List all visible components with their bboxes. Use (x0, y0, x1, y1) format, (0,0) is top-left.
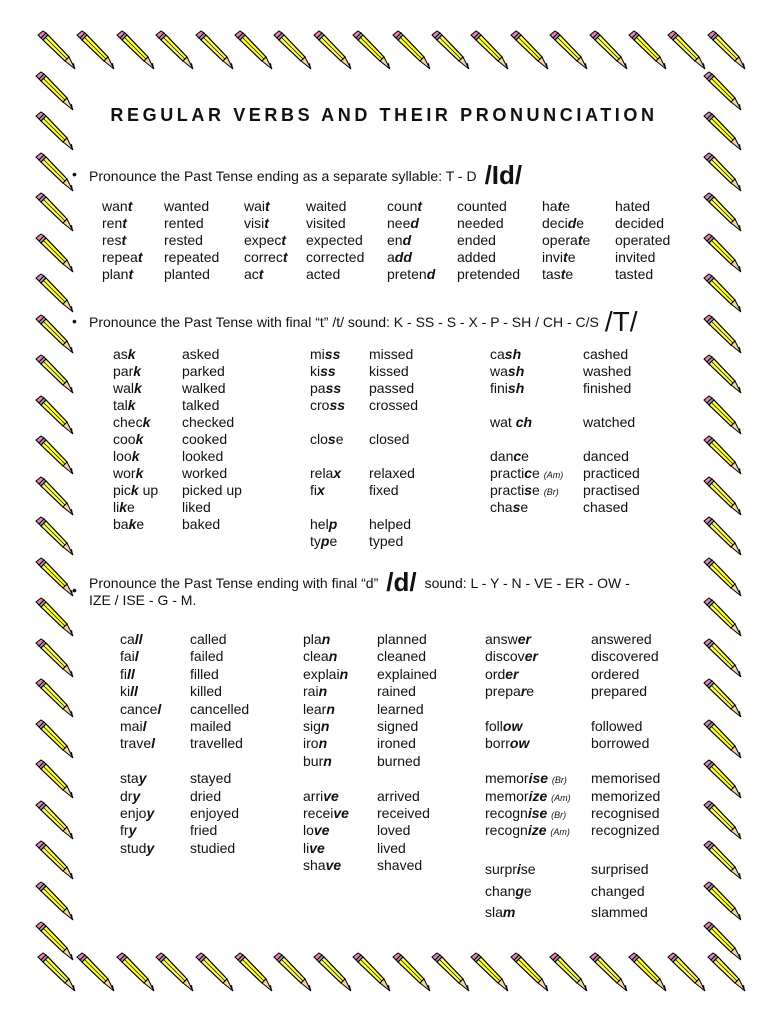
pencil-icon (270, 952, 314, 996)
pencil-icon (113, 952, 157, 996)
past-tense: answered (591, 631, 652, 647)
section-t-heading (89, 306, 638, 338)
pencil-icon (700, 435, 744, 479)
pencil-icon (32, 152, 76, 196)
past-tense: decided (615, 215, 665, 231)
base-verb: type (310, 533, 338, 549)
section-d-text-after: sound: L - Y - N - VE - ER - OW - (424, 575, 630, 591)
base-verb: surprise (485, 861, 536, 878)
past-tense: planned (377, 631, 427, 647)
past-tense: talked (182, 397, 220, 413)
past-tense: closed (369, 431, 410, 447)
past-tense: counted (457, 198, 507, 214)
pencil-icon (467, 952, 511, 996)
pencil-icon (700, 719, 744, 763)
past-tense: planted (164, 266, 210, 282)
pencil-icon (73, 30, 117, 74)
past-tense: helped (369, 516, 412, 532)
base-verb: invite (542, 249, 576, 265)
base-verb: miss (310, 346, 341, 362)
base-verb: prepare (485, 683, 535, 700)
pencil-icon (192, 952, 236, 996)
base-verb: visit (244, 215, 269, 231)
pencil-icon (32, 395, 76, 439)
pencil-icon (152, 952, 196, 996)
base-verb: chase (490, 499, 529, 515)
past-tense: needed (457, 215, 504, 231)
past-tense: practiced (583, 465, 640, 481)
pencil-icon (700, 476, 744, 520)
base-verb: taste (542, 266, 574, 282)
base-verb: discover (485, 648, 538, 665)
pencil-icon (700, 395, 744, 439)
pencil-icon (664, 30, 708, 74)
past-tense: changed (591, 882, 645, 899)
base-verb: travel (120, 735, 156, 752)
past-tense: wanted (164, 198, 210, 214)
pencil-icon (32, 354, 76, 398)
bullet-icon: • (72, 582, 77, 598)
pencil-icon (428, 30, 472, 74)
pencil-icon (700, 152, 744, 196)
base-verb: sign (303, 718, 330, 734)
base-verb: close (310, 431, 344, 447)
pencil-icon (152, 30, 196, 74)
base-verb: receive (303, 805, 349, 821)
base-verb: park (113, 363, 142, 379)
past-tense: watched (583, 414, 636, 430)
pencil-icon (700, 840, 744, 884)
past-tense: recognized (591, 822, 660, 839)
base-verb: want (102, 198, 133, 214)
pencil-icon (704, 30, 748, 74)
base-verb: ask (113, 346, 136, 362)
base-verb: recognise (Br) (485, 805, 567, 821)
base-verb: enjoy (120, 805, 155, 821)
past-tense: fixed (369, 482, 399, 498)
base-verb: mail (120, 718, 147, 734)
base-verb: recognize (Am) (485, 822, 570, 839)
pencil-icon (32, 516, 76, 560)
base-verb: add (387, 249, 412, 265)
base-verb: count (387, 198, 423, 214)
pencil-icon (32, 597, 76, 641)
pencil-icon (32, 314, 76, 358)
pencil-icon (586, 30, 630, 74)
past-tense: rented (164, 215, 204, 231)
pencil-icon (507, 30, 551, 74)
section-id-symbol: /Id/ (484, 160, 523, 190)
past-tense: rested (164, 232, 203, 248)
base-verb: call (120, 631, 143, 647)
past-tense: kissed (369, 363, 409, 379)
pencil-icon (32, 840, 76, 884)
section-t-symbol: /T/ (604, 306, 638, 337)
pencil-icon (700, 638, 744, 682)
past-tense: memorised (591, 770, 661, 787)
base-verb: act (244, 266, 264, 282)
past-tense: ended (457, 232, 496, 248)
past-tense: practised (583, 482, 640, 498)
past-tense: loved (377, 822, 411, 839)
base-verb: live (303, 839, 325, 856)
pencil-icon (32, 921, 76, 965)
past-tense: typed (369, 533, 404, 549)
base-verb: study (120, 839, 155, 856)
pencil-icon (231, 952, 275, 996)
pencil-icon (546, 30, 590, 74)
base-verb: pretend (387, 266, 436, 282)
past-tense: passed (369, 380, 415, 396)
base-verb: cross (310, 397, 346, 413)
base-verb: end (387, 232, 412, 248)
pencil-icon (34, 30, 78, 74)
pencil-icon (700, 273, 744, 317)
base-verb: change (485, 882, 532, 899)
past-tense: studied (190, 839, 236, 856)
past-tense: rained (377, 683, 416, 700)
past-tense: ordered (591, 665, 640, 682)
past-tense: cleaned (377, 648, 427, 665)
past-tense: arrived (377, 787, 420, 804)
past-tense: picked up (182, 482, 242, 498)
base-verb: rain (303, 683, 328, 700)
base-verb: need (387, 215, 419, 231)
base-verb: relax (310, 465, 342, 481)
base-verb: learn (303, 700, 335, 717)
base-verb: work (113, 465, 144, 481)
base-verb: like (113, 499, 135, 515)
past-tense: memorized (591, 787, 661, 804)
base-verb: help (310, 516, 338, 532)
base-verb: expect (244, 232, 287, 248)
past-tense: pretended (457, 266, 521, 282)
past-tense: slammed (591, 904, 648, 920)
past-tense: relaxed (369, 465, 415, 481)
base-verb: rest (102, 232, 127, 248)
pencil-icon (192, 30, 236, 74)
past-tense: followed (591, 718, 643, 734)
past-tense: shaved (377, 857, 423, 874)
base-verb: cancel (120, 700, 162, 717)
base-verb: plan (303, 631, 331, 647)
base-verb: wash (490, 363, 525, 379)
pencil-icon (700, 314, 744, 358)
base-verb: fail (120, 648, 139, 665)
base-verb: cash (490, 346, 522, 362)
pencil-icon (32, 800, 76, 844)
past-tense: visited (306, 215, 346, 231)
pencil-icon (231, 30, 275, 74)
base-verb: talk (113, 397, 136, 413)
past-tense: called (190, 631, 227, 647)
pencil-icon (32, 678, 76, 722)
base-verb: repeat (102, 249, 143, 265)
base-verb: arrive (303, 787, 339, 804)
past-tense: expected (306, 232, 363, 248)
base-verb: fry (120, 822, 137, 839)
pencil-icon (700, 516, 744, 560)
base-verb: walk (113, 380, 142, 396)
pencil-icon (389, 30, 433, 74)
pencil-icon (467, 30, 511, 74)
pencil-icon (32, 476, 76, 520)
past-tense: cashed (583, 346, 629, 362)
base-verb: bake (113, 516, 145, 532)
past-tense: corrected (306, 249, 365, 265)
past-tense: stayed (190, 770, 232, 787)
past-tense: killed (190, 683, 222, 700)
past-tense: mailed (190, 718, 232, 734)
section-d-text-line2: IZE / ISE - G - M. (89, 592, 197, 608)
base-verb: order (485, 665, 519, 682)
base-verb: fix (310, 482, 325, 498)
pencil-icon (32, 881, 76, 925)
pencil-icon (32, 557, 76, 601)
past-tense: invited (615, 249, 656, 265)
base-verb: dance (490, 448, 529, 464)
base-verb: slam (485, 904, 516, 920)
past-tense: surprised (591, 861, 649, 878)
past-tense: tasted (615, 266, 654, 282)
section-id-text: Pronounce the Past Tense ending as a separate syllable: T - D (89, 168, 477, 184)
past-tense: looked (182, 448, 224, 464)
past-tense: crossed (369, 397, 419, 413)
base-verb: rent (102, 215, 127, 231)
base-verb: explain (303, 665, 349, 682)
past-tense: cancelled (190, 700, 250, 717)
pencil-icon (507, 952, 551, 996)
section-id-heading (89, 160, 522, 191)
base-verb: pass (310, 380, 342, 396)
base-verb: hate (542, 198, 571, 214)
base-verb: cook (113, 431, 144, 447)
section-d-text: Pronounce the Past Tense ending with final “d” (89, 575, 379, 591)
pencil-icon (32, 719, 76, 763)
base-verb: fill (120, 665, 135, 682)
past-tense: ironed (377, 735, 416, 752)
pencil-icon (73, 952, 117, 996)
past-tense: cooked (182, 431, 228, 447)
past-tense: acted (306, 266, 341, 282)
base-verb: love (303, 822, 330, 839)
pencil-icon (32, 273, 76, 317)
pencil-icon (32, 435, 76, 479)
base-verb: follow (485, 718, 523, 734)
bullet-icon: • (72, 166, 77, 182)
pencil-icon (546, 952, 590, 996)
base-verb: clean (303, 648, 338, 665)
past-tense: failed (190, 648, 224, 665)
pencil-icon (349, 30, 393, 74)
past-tense: prepared (591, 683, 648, 700)
pencil-icon (625, 952, 669, 996)
past-tense: hated (615, 198, 651, 214)
pencil-icon (700, 881, 744, 925)
pencil-icon (32, 192, 76, 236)
base-verb: correct (244, 249, 288, 265)
past-tense: enjoyed (190, 805, 240, 821)
pencil-icon (700, 800, 744, 844)
past-tense: waited (306, 198, 347, 214)
base-verb: memorise (Br) (485, 770, 567, 787)
bullet-icon: • (72, 313, 77, 329)
past-tense: added (457, 249, 496, 265)
base-verb: shave (303, 857, 342, 874)
pencil-icon (700, 759, 744, 803)
pencil-icon (700, 233, 744, 277)
past-tense: fried (190, 822, 218, 839)
past-tense: dried (190, 787, 222, 804)
section-d-heading (89, 567, 709, 609)
section-t-text: Pronounce the Past Tense with final “t” /t/ sound: K - SS - S - X - P - SH / CH - C/S (89, 314, 599, 330)
past-tense: learned (377, 700, 424, 717)
pencil-icon (349, 952, 393, 996)
past-tense: missed (369, 346, 414, 362)
pencil-icon (428, 952, 472, 996)
pencil-icon (32, 638, 76, 682)
base-verb: memorize (Am) (485, 787, 571, 804)
base-verb: practise (Br) (490, 482, 559, 498)
base-verb: finish (490, 380, 525, 396)
past-tense: signed (377, 718, 419, 734)
past-tense: operated (615, 232, 671, 248)
past-tense: danced (583, 448, 629, 464)
past-tense: travelled (190, 735, 243, 752)
pencil-icon (389, 952, 433, 996)
past-tense: liked (182, 499, 211, 515)
past-tense: received (377, 805, 430, 821)
base-verb: stay (120, 770, 147, 787)
base-verb: operate (542, 232, 591, 248)
pencil-icon (700, 921, 744, 965)
base-verb: check (113, 414, 151, 430)
pencil-icon (270, 30, 314, 74)
base-verb: look (113, 448, 140, 464)
base-verb: pick up (113, 482, 159, 498)
base-verb: kiss (310, 363, 336, 379)
past-tense: parked (182, 363, 225, 379)
base-verb: decide (542, 215, 585, 231)
past-tense: burned (377, 752, 421, 769)
past-tense: filled (190, 665, 219, 682)
past-tense: recognised (591, 805, 660, 821)
section-d-symbol: /d/ (386, 567, 417, 597)
base-verb: plant (102, 266, 134, 282)
past-tense: discovered (591, 648, 659, 665)
pencil-icon (586, 952, 630, 996)
base-verb: kill (120, 683, 138, 700)
base-verb: wat ch (490, 414, 533, 430)
past-tense: checked (182, 414, 235, 430)
base-verb: dry (120, 787, 141, 804)
pencil-icon (113, 30, 157, 74)
pencil-icon (310, 30, 354, 74)
past-tense: lived (377, 839, 406, 856)
pencil-icon (700, 678, 744, 722)
past-tense: walked (182, 380, 226, 396)
past-tense: repeated (164, 249, 220, 265)
pencil-icon (32, 759, 76, 803)
base-verb: burn (303, 752, 332, 769)
past-tense: baked (182, 516, 221, 532)
pencil-icon (700, 354, 744, 398)
pencil-icon (700, 192, 744, 236)
past-tense: worked (182, 465, 228, 481)
pencil-icon (310, 952, 354, 996)
past-tense: asked (182, 346, 220, 362)
base-verb: borrow (485, 735, 530, 752)
pencil-icon (32, 233, 76, 277)
pencil-icon (625, 30, 669, 74)
base-verb: iron (303, 735, 328, 752)
past-tense: finished (583, 380, 632, 396)
base-verb: practice (Am) (490, 465, 564, 481)
past-tense: chased (583, 499, 629, 515)
base-verb: wait (244, 198, 270, 214)
past-tense: explained (377, 665, 437, 682)
past-tense: borrowed (591, 735, 650, 752)
page-title: REGULAR VERBS AND THEIR PRONUNCIATION (110, 105, 658, 125)
past-tense: washed (583, 363, 632, 379)
base-verb: answer (485, 631, 531, 647)
